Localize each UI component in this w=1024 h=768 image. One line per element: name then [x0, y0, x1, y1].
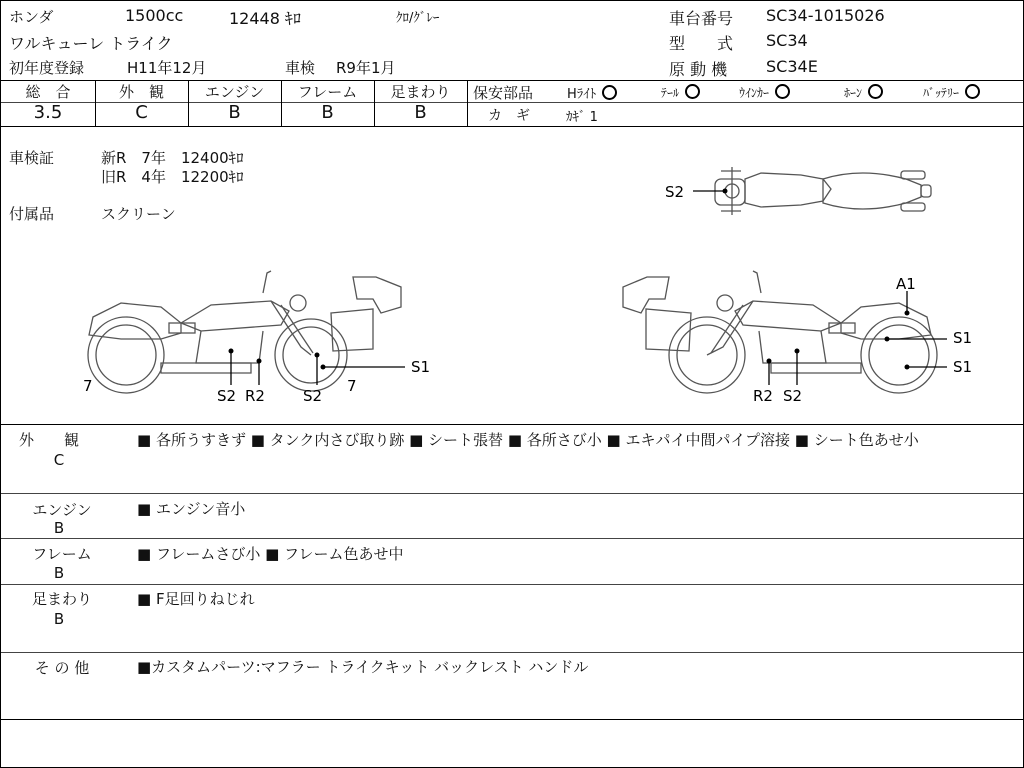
- mark-right-r2: R2: [753, 387, 773, 405]
- damage-diagram: [1, 127, 1023, 423]
- exterior-label: 外 観: [118, 83, 164, 101]
- mark-left-s2a: S2: [217, 387, 237, 405]
- mark-left-7a: 7: [83, 377, 93, 395]
- remark-label-exterior: 外 観: [18, 431, 79, 449]
- model-name: ワルキューレ トライク: [9, 34, 173, 53]
- safety-battery-label: ﾊﾞｯﾃﾘｰ: [923, 86, 960, 100]
- first-registration-label: 初年度登録: [9, 59, 85, 77]
- safety-headlight-label: Hﾗｲﾄ: [567, 87, 597, 102]
- frame-grade: B: [321, 102, 334, 123]
- remark-text-exterior: ■ 各所うすきず ■ タンク内さび取り跡 ■ シート張替 ■ 各所さび小 ■ エキパイ中間パイプ溶接 ■ シート色あせ小: [137, 431, 919, 449]
- shaken-new-row: 新R 7年 12400ｷﾛ: [101, 149, 244, 167]
- suspension-grade: B: [414, 102, 427, 123]
- remark-text-suspension: ■ F足回りねじれ: [137, 590, 255, 608]
- frame-number-value: SC34-1015026: [766, 6, 885, 25]
- remark-grade-frame: B: [53, 564, 65, 582]
- divider: [1, 652, 1023, 653]
- divider: [1, 538, 1023, 539]
- mark-top-s2: S2: [665, 183, 685, 201]
- shaken-old-row: 旧R 4年 12200ｷﾛ: [101, 168, 244, 186]
- divider: [467, 102, 1023, 103]
- safety-tail: [661, 84, 700, 101]
- divider: [1, 493, 1023, 494]
- safety-winker: [739, 84, 790, 101]
- model-type-value: SC34: [766, 31, 808, 50]
- inspection-label: 車検: [285, 59, 316, 77]
- safety-horn-label: ﾎｰﾝ: [844, 86, 863, 100]
- remark-label-frame: フレーム: [32, 545, 92, 563]
- safety-parts-title: 保安部品: [473, 84, 534, 102]
- suspension-label: 足まわり: [390, 83, 451, 101]
- overall-label: 総 合: [25, 83, 71, 101]
- remark-grade-suspension: B: [53, 610, 65, 628]
- remark-text-frame: ■ フレームさび小 ■ フレーム色あせ中: [137, 545, 404, 563]
- frame-number-label: 車台番号: [669, 9, 734, 28]
- safety-headlight: [567, 83, 617, 102]
- remark-label-suspension: 足まわり: [31, 590, 92, 608]
- engine-model-value: SC34E: [766, 57, 818, 76]
- remark-label-engine: エンジン: [32, 501, 92, 519]
- overall-grade: 3.5: [33, 102, 63, 123]
- remark-label-other: そ の 他: [34, 659, 90, 677]
- first-registration-value: H11年12月: [127, 59, 207, 77]
- safety-winker-label: ｳｲﾝｶｰ: [739, 86, 770, 100]
- engine-label: エンジン: [204, 83, 265, 101]
- ok-circle-icon: [868, 84, 883, 99]
- divider: [467, 80, 468, 126]
- accessory-label: 付属品: [9, 205, 55, 223]
- safety-battery: [923, 84, 980, 101]
- shaken-label: 車検証: [9, 149, 55, 167]
- key-value: ｶｷﾞ 1: [566, 110, 598, 125]
- ok-circle-icon: [775, 84, 790, 99]
- frame-label: フレーム: [297, 83, 358, 101]
- mark-left-r2: R2: [245, 387, 265, 405]
- ok-circle-icon: [965, 84, 980, 99]
- model-type-label: 型 式: [669, 34, 734, 53]
- divider: [1, 719, 1023, 720]
- mark-left-s2b: S2: [303, 387, 323, 405]
- mark-right-s2: S2: [783, 387, 803, 405]
- divider: [1, 424, 1023, 425]
- exterior-grade: C: [135, 102, 148, 123]
- divider: [1, 584, 1023, 585]
- safety-horn: [844, 84, 883, 101]
- mark-right-a1: A1: [896, 275, 916, 293]
- mileage: 12448 ｷﾛ: [229, 9, 301, 28]
- remark-grade-exterior: C: [53, 451, 65, 469]
- mark-right-s1b: S1: [953, 358, 973, 376]
- mark-left-7b: 7: [347, 377, 357, 395]
- mark-left-s1: S1: [411, 358, 431, 376]
- remark-text-engine: ■ エンジン音小: [137, 500, 246, 518]
- top-view-motorcycle-icon: [715, 167, 931, 215]
- remark-text-other: ■カスタムパーツ:マフラー トライクキット バックレスト ハンドル: [137, 658, 589, 676]
- mark-right-s1a: S1: [953, 329, 973, 347]
- remark-grade-engine: B: [53, 519, 65, 537]
- safety-tail-label: ﾃｰﾙ: [661, 86, 680, 100]
- ok-circle-icon: [685, 84, 700, 99]
- accessory-value: スクリーン: [101, 205, 176, 223]
- inspection-value: R9年1月: [336, 59, 396, 77]
- engine-grade: B: [228, 102, 241, 123]
- key-label: カ ギ: [488, 108, 530, 124]
- engine-model-label: 原 動 機: [669, 60, 728, 79]
- right-side-motorcycle-icon: [623, 271, 937, 393]
- ok-circle-icon: [602, 85, 617, 100]
- body-color: ｸﾛ/ｸﾞﾚｰ: [396, 11, 440, 26]
- left-side-motorcycle-icon: [88, 271, 401, 393]
- displacement: 1500cc: [125, 6, 184, 25]
- maker: ホンダ: [9, 8, 54, 26]
